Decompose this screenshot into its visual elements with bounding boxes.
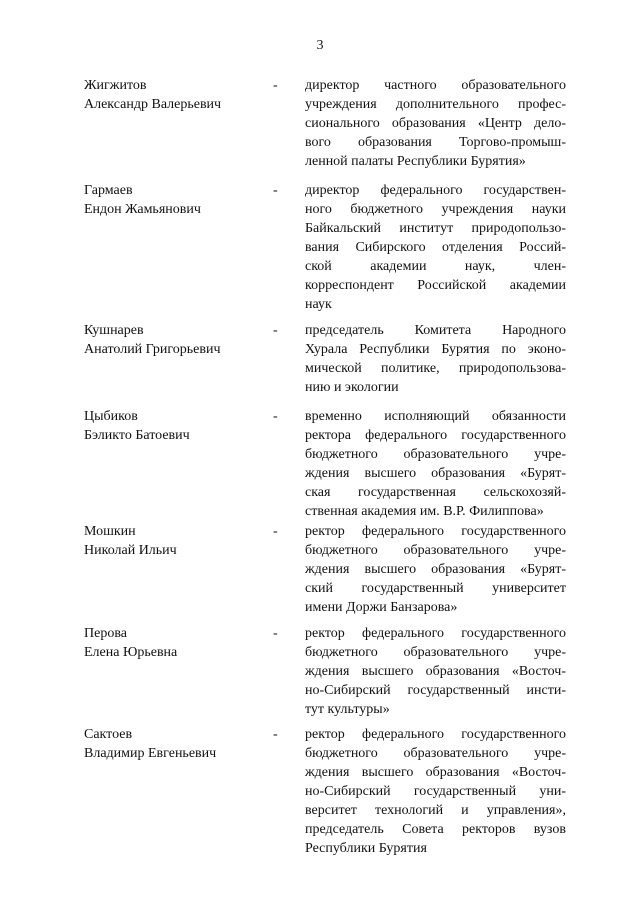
member-role (305, 181, 566, 314)
member-name (84, 624, 274, 662)
member-given-name: Николай Ильич (84, 543, 177, 558)
member-role-line: председатель Совета ректоров вузов (305, 822, 566, 837)
member-surname: Жигжитов (84, 78, 147, 93)
member-role-line: временно исполняющий обязанности (305, 409, 566, 424)
member-role (305, 725, 566, 858)
member-given-name: Анатолий Григорьевич (84, 342, 221, 357)
member-role-line: ленной палаты Республики Бурятия» (305, 154, 526, 169)
member-role (305, 522, 566, 617)
member-role-line: ственная академия им. В.Р. Филиппова» (305, 504, 544, 519)
member-role-line: тут культуры» (305, 702, 390, 717)
member-role-line: директор частного образовательного (305, 78, 566, 93)
page-number: 3 (316, 38, 324, 53)
member-role-line: мической политике, природопользова- (305, 361, 566, 376)
member-role-line: верситет технологий и управления», (305, 803, 566, 818)
separator-dash: - (273, 78, 278, 93)
separator-dash: - (273, 409, 278, 424)
member-name (84, 407, 274, 445)
member-role-line: ской академии наук, член- (305, 259, 566, 274)
member-role-line: ного бюджетного учреждения науки (305, 202, 566, 217)
member-surname: Мошкин (84, 524, 136, 539)
member-surname: Перова (84, 626, 127, 641)
member-role-line: ждения высшего образования «Бурят- (305, 562, 566, 577)
separator-dash: - (273, 727, 278, 742)
member-role (305, 624, 566, 719)
member-role-line: бюджетного образовательного учре- (305, 543, 566, 558)
member-role-line: сионального образования «Центр дело- (305, 116, 566, 131)
member-name (84, 181, 274, 219)
member-role (305, 407, 566, 521)
member-name (84, 725, 274, 763)
member-name (84, 76, 274, 114)
separator-dash: - (273, 524, 278, 539)
member-role-line: но-Сибирский государственный уни- (305, 784, 566, 799)
member-role-line: ждения высшего образования «Бурят- (305, 466, 566, 481)
separator-dash: - (273, 323, 278, 338)
member-role (305, 76, 566, 171)
member-role-line: учреждения дополнительного профес- (305, 97, 566, 112)
member-role-line: но-Сибирский государственный инсти- (305, 683, 566, 698)
member-role-line: ректор федерального государственного (305, 727, 566, 742)
member-role-line: Байкальский институт природопользо- (305, 221, 566, 236)
member-role-line: Хурала Республики Бурятия по эконо- (305, 342, 566, 357)
member-role-line: наук (305, 297, 332, 312)
member-role-line: нию и экологии (305, 380, 399, 395)
member-surname: Гармаев (84, 183, 133, 198)
member-role-line: вания Сибирского отделения Россий- (305, 240, 566, 255)
member-role-line: ректора федерального государственного (305, 428, 566, 443)
member-surname: Кушнарев (84, 323, 144, 338)
member-role-line: ский государственный университет (305, 581, 566, 596)
member-role-line: бюджетного образовательного учре- (305, 645, 566, 660)
member-given-name: Бэликто Батоевич (84, 428, 190, 443)
member-given-name: Елена Юрьевна (84, 645, 178, 660)
member-role-line: директор федерального государствен- (305, 183, 566, 198)
member-role-line: ректор федерального государственного (305, 626, 566, 641)
member-surname: Сактоев (84, 727, 133, 742)
member-role-line: бюджетного образовательного учре- (305, 447, 566, 462)
member-role-line: бюджетного образовательного учре- (305, 746, 566, 761)
member-role-line: имени Доржи Банзарова» (305, 600, 458, 615)
member-role-line: корреспондент Российской академии (305, 278, 566, 293)
member-role-line: Республики Бурятия (305, 841, 427, 856)
member-role-line: ждения высшего образования «Восточ- (305, 664, 566, 679)
member-given-name: Владимир Евгеньевич (84, 746, 217, 761)
member-role-line: председатель Комитета Народного (305, 323, 566, 338)
member-role-line: вого образования Торгово-промыш- (305, 135, 566, 150)
member-role-line: ждения высшего образования «Восточ- (305, 765, 566, 780)
member-surname: Цыбиков (84, 409, 138, 424)
member-role-line: ская государственная сельскохозяй- (305, 485, 566, 500)
separator-dash: - (273, 183, 278, 198)
member-given-name: Александр Валерьевич (84, 97, 222, 112)
member-given-name: Ендон Жамьянович (84, 202, 201, 217)
member-name (84, 321, 274, 359)
member-role (305, 321, 566, 397)
member-name (84, 522, 274, 560)
member-role-line: ректор федерального государственного (305, 524, 566, 539)
separator-dash: - (273, 626, 278, 641)
